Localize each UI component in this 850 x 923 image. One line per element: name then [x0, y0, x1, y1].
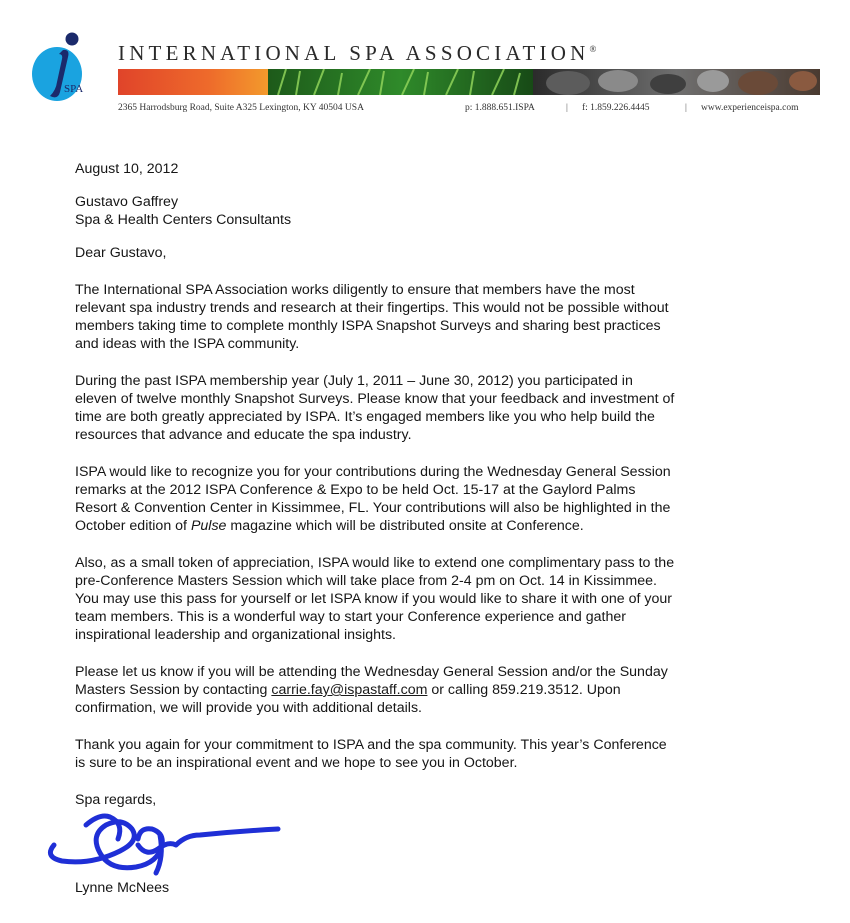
text-line: is sure to be an inspirational event and we hope to see you in October.: [75, 755, 518, 771]
letterhead: [0, 0, 850, 130]
text-line: inspirational leadership and organizational insights.: [75, 627, 396, 643]
text-line: and ideas with the ISPA community.: [75, 336, 300, 352]
letter-date: August 10, 2012: [75, 161, 179, 177]
text-line: Thank you again for your commitment to ISPA and the spa community. This year’s Conference: [75, 737, 667, 753]
text-line: The International SPA Association works diligently to ensure that members have the most: [75, 282, 635, 298]
email-link[interactable]: carrie.fay@ispastaff.com: [271, 682, 428, 698]
recipient-name: Gustavo Gaffrey: [75, 194, 179, 210]
separator: |: [685, 103, 687, 113]
letter-body: [75, 160, 775, 809]
pulse-magazine-title: Pulse: [190, 518, 227, 534]
text-line: pre-Conference Masters Session which will take place from 2-4 pm on Oct. 14 in Kissimmee.: [75, 573, 657, 589]
salutation: Dear Gustavo,: [75, 245, 167, 261]
address: 2365 Harrodsburg Road, Suite A325 Lexington, KY 40504 USA: [118, 103, 364, 113]
text-line: relevant spa industry trends and research at their fingertips. This would not be possible without: [75, 300, 669, 316]
svg-text:SPA: SPA: [64, 83, 84, 95]
paragraph-6: [75, 736, 775, 772]
text-line: members taking time to complete monthly ISPA Snapshot Surveys and sharing best practices: [75, 318, 661, 334]
fax: f: 1.859.226.4445: [582, 103, 650, 113]
phone: p: 1.888.651.ISPA: [465, 103, 535, 113]
spa-imagery-banner: [118, 69, 820, 95]
text-line: time are both greatly appreciated by ISPA. It’s engaged members like you who help build the: [75, 409, 655, 425]
paragraph-2: [75, 372, 775, 444]
text-line: confirmation, we will provide you with additional details.: [75, 700, 422, 716]
text-line: You may use this pass for yourself or let ISPA know if you would like to share it with one of your: [75, 591, 672, 607]
text-line: eleven of twelve monthly Snapshot Surveys. Please know that your feedback and investment of: [75, 391, 675, 407]
text-line: ISPA would like to recognize you for your contributions during the Wednesday General Session: [75, 464, 671, 480]
signer-name: Lynne McNees: [75, 880, 170, 896]
text-line: team members. This is a wonderful way to start your Conference experience and gather: [75, 609, 626, 625]
recipient-company: Spa & Health Centers Consultants: [75, 212, 292, 228]
text-line: Also, as a small token of appreciation, ISPA would like to extend one complimentary pass to the: [75, 555, 675, 571]
separator: |: [566, 103, 568, 113]
text-line: remarks at the 2012 ISPA Conference & Expo to be held Oct. 15-17 at the Gaylord Palms: [75, 482, 636, 498]
paragraph-1: [75, 281, 775, 353]
ispa-logo: [30, 30, 92, 110]
text-line: October edition of Pulse magazine which will be distributed onsite at Conference.: [75, 518, 584, 534]
paragraph-3: [75, 463, 775, 535]
text-line: Please let us know if you will be attending the Wednesday General Session and/or the Sunday: [75, 664, 668, 680]
text-line: Masters Session by contacting carrie.fay@ispastaff.com or calling 859.219.3512. Upon: [75, 682, 621, 698]
recipient-block: [75, 193, 775, 229]
website: www.experienceispa.com: [701, 103, 799, 113]
paragraph-5: [75, 663, 775, 717]
organization-name: INTERNATIONAL SPA ASSOCIATION®: [118, 41, 597, 65]
text-line: During the past ISPA membership year (July 1, 2011 – June 30, 2012) you participated in: [75, 373, 633, 389]
text-line: resources that advance and educate the spa industry.: [75, 427, 412, 443]
closing: Spa regards,: [75, 792, 157, 808]
handwritten-signature: [40, 805, 285, 877]
text-line: Resort & Convention Center in Kissimmee, FL. Your contributions will also be highlighted in the: [75, 500, 671, 516]
paragraph-4: [75, 554, 775, 644]
